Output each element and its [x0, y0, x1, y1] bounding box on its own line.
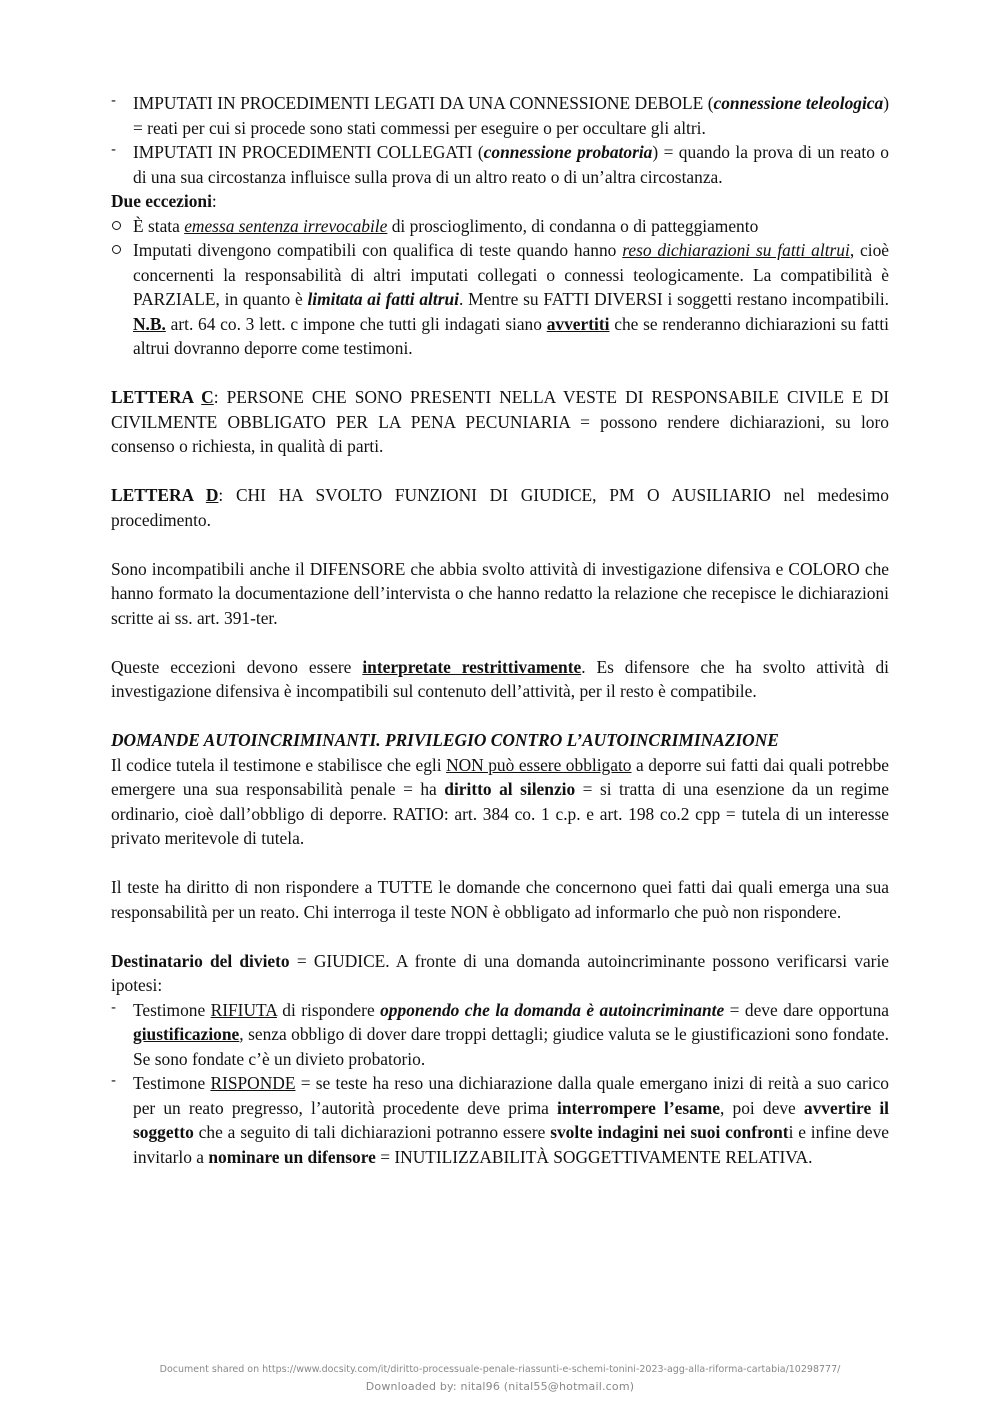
- footer-shared-link[interactable]: Document shared on https://www.docsity.com/it/diritto-processuale-penale-riassunti-e-schemi-tonini-2023-agg-alla-riforma-cartabia/10298777/: [159, 1364, 841, 1375]
- dash-bullet: -: [111, 142, 117, 158]
- imputati-list: [111, 91, 889, 189]
- lettera-c-paragraph: LETTERA C: PERSONE CHE SONO PRESENTI NELLA VESTE DI RESPONSABILE CIVILE E DI CIVILMENTE OBBLIGATO PER LA PENA PECUNIARIA = possono rendere dichiarazioni, su loro consenso o richiesta, in qualità di parti.: [111, 387, 889, 456]
- list-item: Imputati divengono compatibili con qualifica di teste quando hanno reso dichiarazioni su fatti altrui, cioè concernenti la responsabilità di altri imputati collegati o connessi teologicamente. La compatibilità è PARZIALE, in quanto è limitata ai fatti altrui. Mentre su FATTI DIVERSI i soggetti restano incompatibili. N.B. art. 64 co. 3 lett. c impone che tutti gli indagati siano avvertiti che se renderanno dichiarazioni su fatti altrui dovranno deporre come testimoni.: [111, 238, 889, 361]
- document-body: [111, 91, 889, 1169]
- testimone-list: [111, 998, 889, 1170]
- circle-bullet-icon: [112, 245, 121, 254]
- eccezioni-paragraph: Queste eccezioni devono essere interpretate restrittivamente. Es difensore che ha svolto attività di investigazione difensiva è incompatibili sul contenuto dell’attività, per il resto è compatibile.: [111, 656, 890, 701]
- footer-downloaded-by: Downloaded by: nital96 (nital55@hotmail.com): [365, 1380, 635, 1393]
- list-item: - IMPUTATI IN PROCEDIMENTI COLLEGATI (connessione probatoria) = quando la prova di un reato o di una sua circostanza influisce sulla prova di un altro reato o di un’altra circostanza.: [111, 140, 889, 189]
- incompatibili-paragraph: Sono incompatibili anche il DIFENSORE che abbia svolto attività di investigazione difensiva e COLORO che hanno formato la documentazione dell’intervista o che hanno redatto la relazione che recepisce le dichiarazioni scritte ai ss. art. 391-ter.: [111, 558, 889, 628]
- dash-bullet: -: [111, 999, 117, 1016]
- due-eccezioni-label: Due eccezioni:: [111, 191, 217, 211]
- list-item: È stata emessa sentenza irrevocabile di proscioglimento, di condanna o di patteggiamento: [111, 214, 889, 239]
- list-item: - IMPUTATI IN PROCEDIMENTI LEGATI DA UNA CONNESSIONE DEBOLE (connessione teleologica) = reati per cui si procede sono stati commessi per eseguire o per occultare gli altri.: [111, 91, 889, 140]
- teste-paragraph: Il teste ha diritto di non rispondere a TUTTE le domande che concernono quei fatti dai quali emerga una sua responsabilità per un reato. Chi interroga il teste NON è obbligato ad informarlo che può non rispondere.: [111, 877, 889, 922]
- dash-bullet: -: [111, 93, 117, 109]
- dash-bullet: -: [111, 1073, 117, 1089]
- lettera-d-paragraph: LETTERA D: CHI HA SVOLTO FUNZIONI DI GIUDICE, PM O AUSILIARIO nel medesimo procedimento.: [111, 485, 889, 530]
- codice-paragraph: Il codice tutela il testimone e stabilisce che egli NON può essere obbligato a deporre sui fatti dai quali potrebbe emergere una sua responsabilità penale = ha diritto al silenzio = si tratta di una esenzione da un regime ordinario, cioè dall’obbligo di deporre. RATIO: art. 384 co. 1 c.p. e art. 198 co.2 cpp = tutela di un interesse privato meritevole di tutela.: [111, 754, 890, 848]
- list-item: - Testimone RIFIUTA di rispondere opponendo che la domanda è autoincriminante = deve dare opportuna giustificazione, senza obbligo di dover dare troppi dettagli; giudice valuta se le giustificazioni sono fondate. Se sono fondate c’è un divieto probatorio.: [111, 998, 889, 1072]
- destinatario-paragraph: Destinatario del divieto = GIUDICE. A fronte di una domanda autoincriminante possono verificarsi varie ipotesi:: [111, 950, 890, 995]
- list-item: - Testimone RISPONDE = se teste ha reso una dichiarazione dalla quale emergano inizi di reità a suo carico per un reato pregresso, l’autorità procedente deve prima interrompere l’esame, poi deve avvertire il soggetto che a seguito di tali dichiarazioni potranno essere svolte indagini nei suoi confronti e infine deve invitarlo a nominare un difensore = INUTILIZZABILITÀ SOGGETTIVAMENTE RELATIVA.: [111, 1071, 889, 1169]
- circle-bullet-icon: [112, 221, 121, 230]
- eccezioni-list: [111, 214, 889, 361]
- section-heading: DOMANDE AUTOINCRIMINANTI. PRIVILEGIO CONTRO L’AUTOINCRIMINAZIONE: [111, 730, 779, 750]
